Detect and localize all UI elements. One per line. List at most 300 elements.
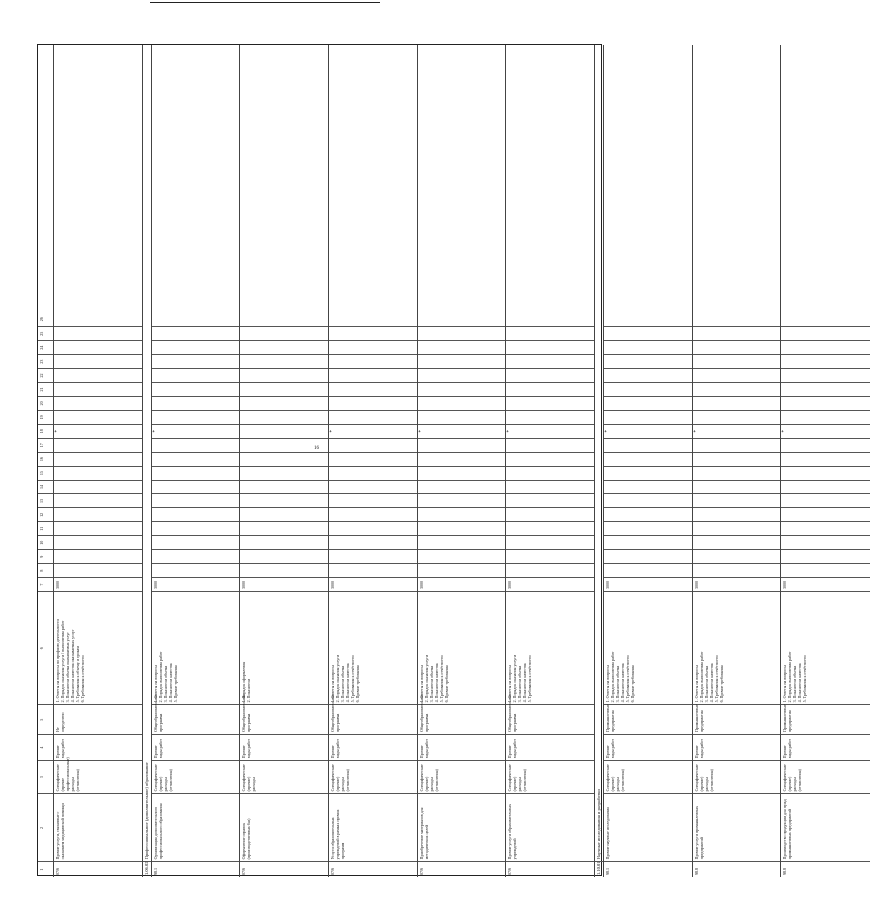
row-name: Приобретение материалов для методических целей	[418, 793, 506, 861]
section-code: 1.06.02	[143, 861, 149, 875]
column-header: 24	[38, 340, 53, 354]
row-value-cell	[54, 466, 142, 480]
row-value-cell	[54, 396, 142, 410]
row-value-cell	[329, 312, 417, 326]
row-value-cell	[54, 340, 142, 354]
row-questions	[418, 591, 506, 704]
row-value-cell	[329, 396, 417, 410]
row-value-cell: *	[693, 424, 781, 438]
row-value-cell	[152, 410, 240, 424]
row-questions	[604, 591, 692, 704]
question-line: 5. Требования к отчётности	[624, 655, 630, 703]
row-value-cell	[329, 493, 417, 507]
section-title: Научные исследования и разработки	[595, 789, 601, 860]
column-header: 26	[39, 317, 44, 322]
row-value-cell	[781, 312, 870, 326]
row-value-cell	[604, 452, 692, 466]
row-value-cell	[54, 452, 142, 466]
row-category: Промышленные предприятия	[693, 704, 781, 734]
row-value-cell	[604, 340, 692, 354]
row-value-cell	[693, 382, 781, 396]
row-legal-form: Специфические (прочие) расходы (отчисления)	[781, 760, 870, 793]
row-value-cell	[418, 493, 506, 507]
row-value-cell	[152, 326, 240, 340]
column-header: 3	[38, 760, 53, 793]
row-work-type: Прочие виды работ	[693, 734, 781, 760]
row-value-cell	[329, 354, 417, 368]
row-value-cell	[506, 326, 594, 340]
column-header: 22	[38, 368, 53, 382]
row-value-cell	[693, 549, 781, 563]
question-line: 4. Показатели качества	[797, 663, 803, 703]
question-line: 4. Показатели качества	[344, 663, 350, 703]
row-value-cell	[418, 452, 506, 466]
question-line: 4. Показатели качества	[433, 663, 439, 703]
column-header: 13	[38, 493, 53, 507]
row-value-cell	[152, 340, 240, 354]
row-value-cell	[693, 354, 781, 368]
row-value-cell	[604, 466, 692, 480]
row-value-cell	[240, 368, 328, 382]
question-line: 2. Порядок оказания услуги	[334, 654, 340, 703]
question-line: 4. Показатели качества оказываемых услуг	[70, 629, 75, 703]
row-value-cell	[506, 382, 594, 396]
question-line: 4. Показатели качества	[708, 663, 714, 703]
row-value-cell	[781, 340, 870, 354]
row-value-cell	[240, 563, 328, 577]
question-line: 6. Прочие требования	[718, 665, 724, 703]
row-value-cell	[506, 438, 594, 452]
row-value-cell	[54, 507, 142, 521]
row-work-type: Прочие виды работ	[240, 734, 328, 760]
column-header: 1	[38, 861, 53, 877]
row-value-cell	[693, 563, 781, 577]
row-value-cell	[152, 480, 240, 494]
row-value-cell	[693, 396, 781, 410]
row-value-cell	[329, 549, 417, 563]
row-value-cell	[329, 521, 417, 535]
column-header: 21	[38, 382, 53, 396]
row-value-cell: *	[506, 424, 594, 438]
row-work-type: Прочие виды работ	[54, 734, 142, 760]
table-row	[152, 45, 241, 877]
row-value-cell	[54, 480, 142, 494]
row-code: 98.1	[604, 861, 692, 877]
row-category: Промышленные предприятия	[604, 704, 692, 734]
row-value-cell	[781, 326, 870, 340]
row-value-cell	[54, 535, 142, 549]
row-name: Производство продукции для нужд промышленных предприятий	[781, 793, 870, 861]
question-line: 6. Требования к отчётности	[80, 655, 85, 703]
row-value-cell	[693, 312, 781, 326]
row-value-cell	[329, 452, 417, 466]
row-value-cell	[604, 410, 692, 424]
row-value-cell	[329, 438, 417, 452]
row-value-cell	[240, 340, 328, 354]
row-value-cell: *	[329, 424, 417, 438]
row-value-cell	[329, 535, 417, 549]
section-row	[595, 45, 604, 877]
row-value-cell	[329, 480, 417, 494]
question-line: 1. Ответы на вопросы	[507, 665, 513, 703]
row-value-cell	[418, 368, 506, 382]
row-questions	[329, 591, 417, 704]
row-value-cell	[418, 410, 506, 424]
row-value-cell	[54, 410, 142, 424]
row-value-cell	[506, 480, 594, 494]
column-header: 2	[38, 793, 53, 861]
column-header: 19	[38, 410, 53, 424]
row-value-cell	[152, 521, 240, 535]
row-questions	[781, 591, 870, 704]
question-line: 1. Ответы на вопросы	[152, 665, 158, 703]
row-value-cell: *	[604, 424, 692, 438]
row-value-cell	[693, 368, 781, 382]
row-value-cell	[329, 326, 417, 340]
section-row	[143, 45, 152, 877]
row-work-type: Прочие виды работ	[329, 734, 417, 760]
question-line: 3. Показатели объема оказываемых услуг	[65, 631, 70, 703]
question-line: 6. Прочие требования	[629, 665, 635, 703]
table-row	[506, 45, 595, 877]
row-value-cell	[693, 410, 781, 424]
row-value-cell	[604, 493, 692, 507]
row-category: Промышленные предприятия	[781, 704, 870, 734]
row-value-cell	[329, 466, 417, 480]
page-number: 16	[314, 446, 319, 451]
row-code: 07/6	[329, 861, 417, 877]
row-value-cell	[152, 382, 240, 396]
row-value-cell	[418, 521, 506, 535]
question-line: 5. Требования к объему и срокам	[75, 646, 80, 703]
row-value-cell	[693, 480, 781, 494]
header-row	[38, 45, 54, 877]
column-header: 16	[38, 452, 53, 466]
row-value-cell: 3000	[604, 577, 692, 591]
question-line: 3. Показатели объема	[703, 665, 709, 703]
row-value-cell	[604, 368, 692, 382]
row-value-cell	[240, 480, 328, 494]
row-value-cell	[506, 466, 594, 480]
row-value-cell: 3000	[506, 577, 594, 591]
row-value-cell	[152, 354, 240, 368]
row-value-cell	[781, 535, 870, 549]
row-legal-form: Специфические (прочие) расходы	[240, 760, 328, 793]
row-value-cell	[506, 549, 594, 563]
row-value-cell	[54, 521, 142, 535]
table-sheet	[37, 44, 808, 876]
row-value-cell	[506, 535, 594, 549]
table-row	[240, 45, 329, 877]
table-row	[781, 45, 870, 877]
row-legal-form: Специфические (прочие) расходы (отчисления)	[693, 760, 781, 793]
row-value-cell	[604, 563, 692, 577]
question-line: 2. Порядок оказания услуги	[512, 654, 518, 703]
row-category: Не определено	[54, 704, 142, 734]
row-value-cell	[781, 563, 870, 577]
row-value-cell	[506, 452, 594, 466]
row-code: 98.8	[693, 861, 781, 877]
column-header: 8	[38, 563, 53, 577]
row-value-cell	[240, 354, 328, 368]
column-header: 25	[38, 326, 53, 340]
column-header: 12	[38, 507, 53, 521]
row-legal-form: Специфические (прочие) расходы (отчисления)	[152, 760, 240, 793]
row-value-cell	[418, 340, 506, 354]
row-value-cell	[152, 563, 240, 577]
column-header: 6	[38, 591, 53, 704]
row-value-cell	[418, 438, 506, 452]
row-value-cell: 3000	[781, 577, 870, 591]
row-value-cell	[781, 549, 870, 563]
row-value-cell	[693, 521, 781, 535]
row-value-cell	[781, 354, 870, 368]
row-value-cell	[506, 368, 594, 382]
row-value-cell	[604, 549, 692, 563]
row-value-cell	[781, 521, 870, 535]
row-value-cell	[152, 493, 240, 507]
row-value-cell	[418, 507, 506, 521]
row-value-cell	[506, 410, 594, 424]
row-value-cell	[152, 466, 240, 480]
row-legal-form: Специфические (прочие) расходы (отчисления)	[418, 760, 506, 793]
row-value-cell	[781, 466, 870, 480]
column-header: 9	[38, 549, 53, 563]
row-value-cell	[152, 507, 240, 521]
row-category: Общеобразовательная программа	[329, 704, 417, 734]
row-value-cell	[152, 452, 240, 466]
column-header: 23	[38, 354, 53, 368]
table-rows	[38, 45, 808, 877]
row-value-cell	[693, 466, 781, 480]
question-line: 4. Показатели качества	[619, 663, 625, 703]
row-value-cell	[54, 382, 142, 396]
row-name: Прочие услуги промышленных предприятий	[693, 793, 781, 861]
row-name: Оформление справок (производственных баз)	[240, 793, 328, 861]
row-value-cell	[604, 312, 692, 326]
column-header: 20	[38, 396, 53, 410]
row-legal-form: Специфические (прочие) расходы (отчисления)	[506, 760, 594, 793]
row-value-cell	[693, 340, 781, 354]
question-line: 5. Требования к отчётности	[802, 655, 808, 703]
row-name: Организация дополнительного профессионального образования	[152, 793, 240, 861]
row-value-cell	[604, 507, 692, 521]
row-value-cell	[604, 521, 692, 535]
row-value-cell	[604, 354, 692, 368]
row-value-cell	[693, 438, 781, 452]
row-value-cell	[418, 312, 506, 326]
table-row	[418, 45, 507, 877]
row-work-type: Прочие виды работ	[506, 734, 594, 760]
row-value-cell	[152, 549, 240, 563]
row-value-cell	[506, 563, 594, 577]
row-value-cell	[604, 535, 692, 549]
row-value-cell	[54, 312, 142, 326]
row-value-cell	[54, 326, 142, 340]
row-value-cell	[152, 312, 240, 326]
row-value-cell	[240, 452, 328, 466]
row-questions	[240, 591, 328, 704]
row-value-cell	[418, 382, 506, 396]
row-value-cell	[418, 563, 506, 577]
question-line: 5. Требования к отчётности	[713, 655, 719, 703]
column-header: 5	[38, 704, 53, 734]
question-line: 1. Ответы на вопросы по профилю деятельности	[55, 619, 60, 703]
row-value-cell	[329, 507, 417, 521]
row-name: Прочие научные исследования	[604, 793, 692, 861]
row-code: 98.1	[152, 861, 240, 877]
question-line: 5. Прочие требования	[172, 665, 178, 703]
row-value-cell	[693, 452, 781, 466]
row-value-cell	[329, 382, 417, 396]
row-value-cell	[506, 340, 594, 354]
row-value-cell	[329, 563, 417, 577]
question-line: 2. Порядок оказания услуги	[423, 654, 429, 703]
question-line: 2. Показатели	[246, 678, 252, 703]
row-value-cell: 3000	[693, 577, 781, 591]
question-line: 1. Ответы на вопросы	[418, 665, 424, 703]
question-line: 5. Требования к отчётности	[349, 655, 355, 703]
row-value-cell	[506, 493, 594, 507]
row-value-cell	[693, 493, 781, 507]
question-line: 2. Порядок выполнения работ	[157, 651, 163, 703]
question-line: 5. Требования к отчётности	[438, 655, 444, 703]
row-value-cell	[152, 368, 240, 382]
row-value-cell	[418, 466, 506, 480]
row-value-cell	[240, 382, 328, 396]
row-work-type: Прочие виды работ	[604, 734, 692, 760]
row-value-cell	[781, 493, 870, 507]
row-value-cell	[506, 507, 594, 521]
row-value-cell	[781, 382, 870, 396]
row-value-cell	[781, 368, 870, 382]
row-value-cell	[418, 549, 506, 563]
row-value-cell	[240, 396, 328, 410]
row-value-cell	[604, 438, 692, 452]
question-line: 2. Порядок выполнения работ	[698, 651, 704, 703]
row-value-cell	[152, 396, 240, 410]
question-line: 4. Показатели качества	[167, 663, 173, 703]
row-value-cell	[240, 326, 328, 340]
row-value-cell: 3000	[329, 577, 417, 591]
top-rule	[150, 2, 380, 3]
row-work-type: Прочие виды работ	[418, 734, 506, 760]
row-value-cell	[54, 438, 142, 452]
row-work-type: Прочие виды работ	[781, 734, 870, 760]
question-line: 1. Ответы на вопросы	[782, 665, 788, 703]
table-row	[54, 45, 143, 877]
question-line: 3. Показатели объема	[428, 665, 434, 703]
row-value-cell	[240, 410, 328, 424]
question-line: 3. Показатели объема	[614, 665, 620, 703]
row-value-cell	[693, 326, 781, 340]
row-value-cell	[506, 312, 594, 326]
row-value-cell	[54, 563, 142, 577]
row-legal-form: Специфические (прочие профессиональные) расходы (отчисления)	[54, 760, 142, 793]
row-value-cell	[604, 480, 692, 494]
row-value-cell	[781, 396, 870, 410]
row-value-cell	[240, 521, 328, 535]
question-line: 3. Показатели объема	[162, 665, 168, 703]
row-legal-form: Специфические (прочие) расходы (отчисления)	[329, 760, 417, 793]
row-value-cell	[693, 507, 781, 521]
row-value-cell	[781, 410, 870, 424]
question-line: 1. Ответы на вопросы	[693, 665, 699, 703]
question-line: 3. Показатели объема	[792, 665, 798, 703]
row-code: 07/6	[54, 861, 142, 877]
row-value-cell: *	[152, 424, 240, 438]
question-line: 3. Показатели объема	[517, 665, 523, 703]
row-name: Прочие услуги, связанные с оказанием медицинской помощи	[54, 793, 142, 861]
row-value-cell	[604, 382, 692, 396]
row-value-cell	[329, 368, 417, 382]
row-value-cell	[240, 549, 328, 563]
row-value-cell	[781, 452, 870, 466]
question-line: 2. Порядок выполнения работ	[787, 651, 793, 703]
row-value-cell	[781, 480, 870, 494]
table-row	[604, 45, 693, 877]
column-header: 7	[38, 577, 53, 591]
row-legal-form: Специфические (прочие) расходы (отчисления)	[604, 760, 692, 793]
table-row	[693, 45, 782, 877]
table-row	[329, 45, 418, 877]
section-code: 1.10.01	[595, 861, 601, 875]
row-value-cell	[604, 396, 692, 410]
column-header: 18	[38, 424, 53, 438]
column-header: 14	[38, 480, 53, 494]
row-questions	[54, 591, 142, 704]
row-value-cell	[152, 535, 240, 549]
row-value-cell	[781, 507, 870, 521]
row-value-cell	[54, 493, 142, 507]
question-line: 1. Ответы на вопросы	[604, 665, 610, 703]
row-questions	[693, 591, 781, 704]
question-line: 6. Прочие требования	[354, 665, 360, 703]
row-code: 98.8	[781, 861, 870, 877]
question-line: 1. Ответы на вопросы	[329, 665, 335, 703]
row-value-cell	[418, 326, 506, 340]
column-header: 4	[38, 734, 53, 760]
question-line: 6. Прочие требования	[443, 665, 449, 703]
row-category: Общеобразовательная программа	[240, 704, 328, 734]
row-value-cell: *	[54, 424, 142, 438]
row-value-cell	[152, 438, 240, 452]
row-value-cell	[240, 466, 328, 480]
row-value-cell	[418, 535, 506, 549]
row-questions	[152, 591, 240, 704]
column-header: 11	[38, 521, 53, 535]
row-category: Общеобразовательная программа	[418, 704, 506, 734]
row-value-cell	[54, 368, 142, 382]
row-value-cell: 3000	[152, 577, 240, 591]
row-questions	[506, 591, 594, 704]
row-code: 07/6	[240, 861, 328, 877]
row-category: Общеобразовательная программа	[152, 704, 240, 734]
row-value-cell	[240, 507, 328, 521]
question-line: 5. Требования к отчётности	[527, 655, 533, 703]
row-value-cell: 3000	[240, 577, 328, 591]
row-value-cell	[240, 493, 328, 507]
row-code: 07/6	[418, 861, 506, 877]
row-value-cell	[604, 326, 692, 340]
row-value-cell: 3000	[54, 577, 142, 591]
row-value-cell	[506, 396, 594, 410]
column-header: 15	[38, 466, 53, 480]
row-value-cell: *	[418, 424, 506, 438]
question-line: 2. Порядок выполнения работ	[609, 651, 615, 703]
column-header: 10	[38, 535, 53, 549]
row-value-cell	[418, 396, 506, 410]
